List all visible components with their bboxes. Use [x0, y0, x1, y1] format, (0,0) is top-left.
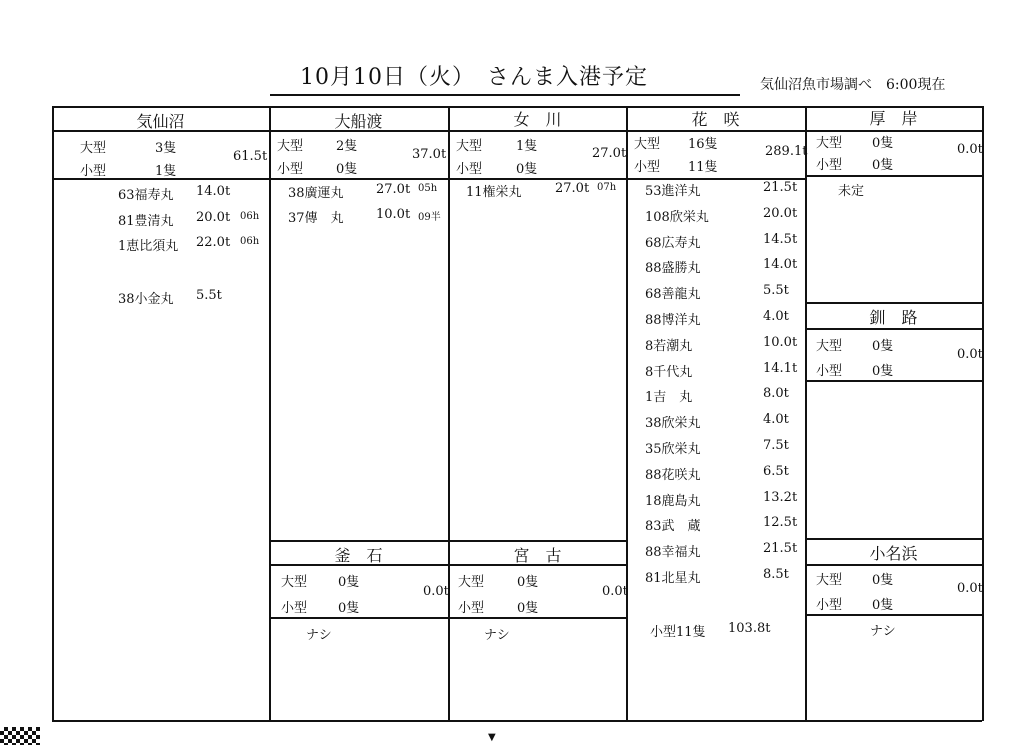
ship-tonnage: 4.0t [763, 412, 789, 428]
port-total: 289.1t [765, 144, 808, 159]
large-label: 大型 [816, 339, 843, 354]
port-note: ナシ [870, 624, 896, 639]
small-count: 11隻 [688, 160, 718, 175]
ship-tonnage: 10.0t [376, 207, 411, 222]
ship-tonnage: 12.5t [763, 515, 798, 531]
small-count: 0隻 [516, 162, 538, 177]
ship-name: 8千代丸 [645, 364, 693, 380]
sub-table-summary-divider [269, 617, 627, 619]
port-header-miyako: 宮 古 [513, 546, 562, 565]
ship-name: 88幸福丸 [645, 545, 701, 561]
ship-name: 88博洋丸 [645, 313, 701, 328]
port-header-hanasaki: 花 咲 [691, 110, 740, 129]
large-label: 大型 [80, 141, 107, 156]
ship-tonnage: 7.5t [763, 438, 789, 453]
ship-name: 37傳 丸 [288, 211, 344, 226]
port-note: ナシ [484, 628, 510, 643]
small-count: 0隻 [872, 364, 894, 379]
ship-name: 18鹿島丸 [645, 493, 701, 509]
port-header-ofunato: 大船渡 [334, 112, 383, 131]
summary-divider [805, 175, 982, 177]
ship-name: 81北星丸 [645, 571, 701, 586]
large-count: 16隻 [688, 137, 718, 152]
sub-table-top-divider [269, 540, 627, 542]
large-label: 大型 [456, 139, 483, 154]
ship-name: 35欣栄丸 [645, 442, 701, 457]
ship-name: 38小金丸 [118, 292, 174, 307]
ship-tonnage: 8.5t [763, 567, 789, 582]
column-divider [269, 106, 271, 721]
table-bottom-border [52, 720, 982, 722]
small-count: 0隻 [336, 162, 358, 177]
ship-tonnage: 5.5t [763, 283, 789, 299]
ship-name: 11権栄丸 [466, 185, 522, 200]
onahama-summary-divider [805, 614, 982, 616]
kushiro-summary-divider [805, 380, 982, 382]
small-count: 0隻 [338, 601, 360, 616]
ship-tonnage: 14.1t [763, 360, 798, 376]
port-total: 61.5t [233, 149, 268, 164]
ship-name: 88花咲丸 [645, 467, 701, 483]
ship-tonnage: 10.0t [763, 334, 798, 350]
ship-tonnage: 27.0t [555, 181, 590, 196]
ship-tonnage: 21.5t [763, 180, 798, 195]
small-label: 小型 [816, 364, 843, 379]
large-count: 1隻 [516, 139, 538, 154]
port-header-akkeshi: 厚 岸 [869, 109, 918, 128]
source-note: 気仙沼魚市場調べ 6:00現在 [760, 77, 946, 93]
ship-name: 1恵比須丸 [118, 239, 179, 254]
ship-name: 68広寿丸 [645, 235, 701, 251]
small-count: 0隻 [872, 158, 894, 173]
port-total: 0.0t [602, 584, 628, 599]
ship-tonnage: 14.0t [763, 257, 798, 273]
kushiro-top-divider [805, 302, 982, 304]
large-count: 3隻 [155, 141, 177, 156]
ship-name: 68善龍丸 [645, 287, 701, 303]
large-count: 0隻 [338, 575, 360, 590]
page-title: 10月10日（火） さんま入港予定 [300, 65, 648, 90]
small-label: 小型 [277, 162, 304, 177]
ship-tonnage: 8.0t [763, 386, 789, 402]
large-label: 大型 [281, 575, 308, 590]
table-left-border [52, 106, 54, 721]
scan-marker [0, 727, 40, 745]
port-total: 37.0t [412, 147, 447, 162]
column-divider [626, 106, 628, 721]
ship-name: 83武 蔵 [645, 519, 701, 535]
large-label: 大型 [458, 575, 485, 590]
port-note: 未定 [838, 184, 865, 199]
large-count: 2隻 [336, 139, 358, 154]
ship-name: 53進洋丸 [645, 184, 701, 199]
ship-name: 63福寿丸 [118, 188, 174, 203]
ship-name: 38廣運丸 [288, 186, 344, 201]
large-label: 大型 [816, 136, 843, 151]
ship-tonnage: 5.5t [196, 288, 222, 303]
small-label: 小型 [281, 601, 308, 616]
large-count: 0隻 [517, 575, 539, 590]
small-label: 小型 [458, 601, 485, 616]
ship-name: 88盛勝丸 [645, 261, 701, 277]
ship-tonnage: 22.0t [196, 235, 231, 250]
port-total: 0.0t [957, 142, 983, 157]
ship-tonnage: 21.5t [763, 541, 798, 557]
onahama-top-divider [805, 538, 982, 540]
table-right-border [982, 106, 984, 721]
kushiro-header-divider [805, 328, 982, 330]
ship-tonnage: 27.0t [376, 182, 411, 197]
large-count: 0隻 [872, 339, 894, 354]
port-header-onahama: 小名浜 [869, 544, 918, 563]
small-count: 0隻 [517, 601, 539, 616]
ship-name: 108欣栄丸 [645, 209, 709, 225]
ship-tonnage: 4.0t [763, 309, 789, 324]
small-label: 小型 [634, 160, 661, 175]
port-header-onagawa: 女 川 [513, 110, 562, 129]
small-count: 1隻 [155, 164, 177, 179]
small-count: 0隻 [872, 598, 894, 613]
ship-name: 38欣栄丸 [645, 416, 701, 432]
small-label: 小型 [816, 158, 843, 173]
ship-arrival-time: 05h [418, 183, 438, 194]
small-summary-tons: 103.8t [728, 621, 771, 636]
onahama-header-divider [805, 564, 982, 566]
port-header-kamaishi: 釜 石 [334, 546, 383, 565]
ship-tonnage: 20.0t [763, 205, 798, 221]
ship-tonnage: 14.0t [196, 184, 231, 199]
ship-name: 8若潮丸 [645, 338, 693, 354]
ship-tonnage: 20.0t [196, 210, 231, 225]
ship-name: 81豊清丸 [118, 214, 174, 229]
small-label: 小型 [816, 598, 843, 613]
column-divider [448, 106, 450, 721]
port-total: 0.0t [957, 581, 983, 596]
column-divider [805, 106, 807, 721]
ship-name: 1吉 丸 [645, 390, 693, 406]
ship-arrival-time: 06h [240, 236, 260, 247]
large-count: 0隻 [872, 573, 894, 588]
large-count: 0隻 [872, 136, 894, 151]
port-total: 0.0t [957, 347, 983, 362]
small-label: 小型 [80, 164, 107, 179]
large-label: 大型 [634, 137, 661, 152]
port-header-kushiro: 釧 路 [869, 308, 918, 327]
ship-tonnage: 6.5t [763, 463, 789, 479]
ship-tonnage: 14.5t [763, 231, 798, 247]
port-header-kesennuma: 気仙沼 [136, 112, 185, 131]
port-total: 0.0t [423, 584, 449, 599]
small-summary-label: 小型11隻 [650, 625, 706, 640]
port-note: ナシ [306, 628, 332, 643]
ship-arrival-time: 09半 [418, 212, 441, 223]
large-label: 大型 [816, 573, 843, 588]
large-label: 大型 [277, 139, 304, 154]
small-label: 小型 [456, 162, 483, 177]
ship-tonnage: 13.2t [763, 489, 798, 505]
port-total: 27.0t [592, 146, 627, 161]
ship-arrival-time: 06h [240, 211, 260, 222]
page-marker: ▼ [488, 732, 496, 743]
ship-arrival-time: 07h [597, 182, 617, 193]
title-underline [270, 94, 740, 96]
